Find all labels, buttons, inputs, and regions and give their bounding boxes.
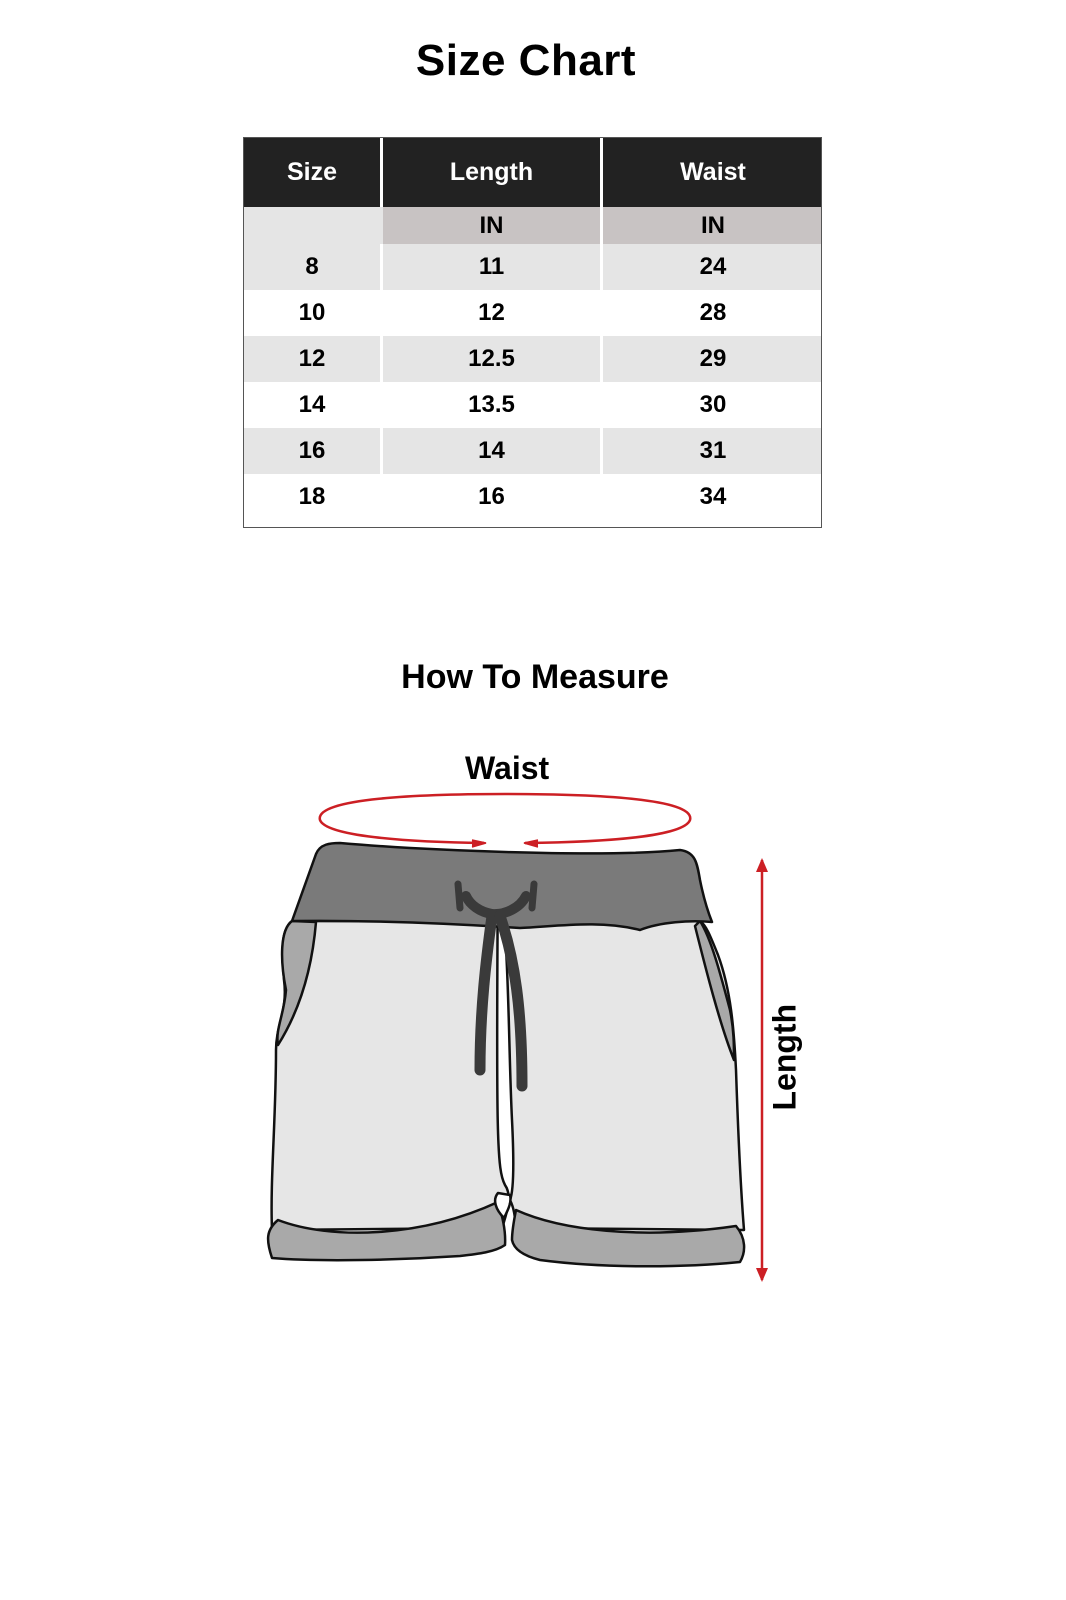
unit-waist: IN — [603, 207, 822, 244]
unit-size — [244, 207, 380, 244]
table-header-row — [244, 138, 821, 207]
header-size: Size — [286, 158, 338, 186]
size-cell: 12 — [298, 345, 326, 372]
waist-cell: 31 — [699, 437, 727, 464]
waist-cell: 34 — [699, 483, 727, 510]
length-cell: 13.5 — [468, 391, 515, 418]
waist-cell: 24 — [699, 253, 727, 280]
table-row — [244, 290, 821, 336]
waist-label: Waist — [465, 750, 550, 786]
length-cell: 16 — [478, 483, 505, 510]
column-divider — [600, 207, 603, 528]
column-divider — [380, 138, 383, 207]
shorts-diagram — [0, 740, 1066, 1300]
page-title: Size Chart — [415, 36, 637, 85]
size-cell: 16 — [298, 437, 326, 464]
how-to-measure-title: How To Measure — [401, 658, 669, 696]
unit-length: IN — [383, 207, 600, 244]
size-cell: 8 — [305, 253, 319, 280]
length-cell: 12.5 — [468, 345, 515, 372]
size-table — [243, 137, 822, 528]
shorts-illustration — [0, 740, 1066, 1300]
size-cell: 14 — [298, 391, 326, 418]
size-cell: 18 — [298, 483, 326, 510]
waist-arrow-icon — [320, 794, 690, 847]
shorts-icon — [268, 843, 744, 1266]
waist-cell: 29 — [699, 345, 727, 372]
table-row — [244, 336, 821, 382]
column-divider — [380, 244, 383, 528]
waist-cell: 28 — [699, 299, 727, 326]
length-arrow-icon — [756, 858, 768, 1282]
length-cell: 14 — [478, 437, 505, 464]
table-row — [244, 382, 821, 428]
length-label: Length — [766, 1003, 803, 1111]
header-waist: Waist — [680, 158, 746, 186]
length-cell: 12 — [478, 299, 505, 326]
column-divider — [600, 138, 603, 207]
header-length: Length — [449, 158, 534, 186]
length-cell: 11 — [478, 253, 505, 280]
table-unit-row — [244, 207, 821, 244]
table-row — [244, 244, 821, 290]
waist-cell: 30 — [699, 391, 727, 418]
size-cell: 10 — [298, 299, 326, 326]
table-row — [244, 428, 821, 474]
table-row — [244, 474, 821, 527]
